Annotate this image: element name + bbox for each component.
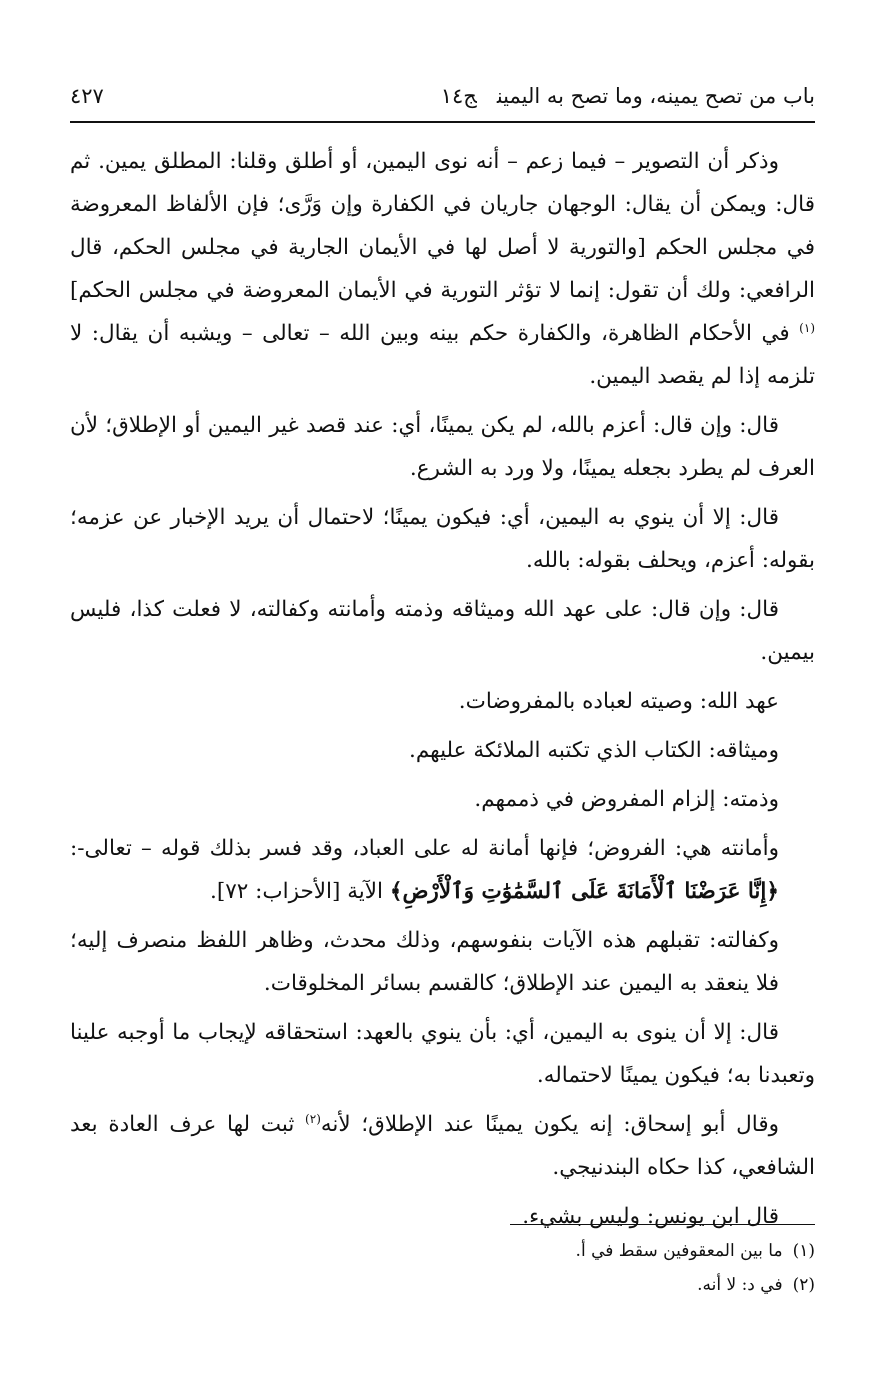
text-run: وذكر أن التصوير – فيما زعم – أنه نوى اليمين، أو أطلق وقلنا: المطلق يمين. ثم قال: ويمكن أن يقال: الوجهان جاريان في الكفارة وإن وَرَّى؛ فإن الألفاظ المعروضة في مجلس الحكم [والتورية لا أصل لها في الأيمان الجارية في مجلس الحكم، قال الرافعي: ولك أن تقول: إنما لا تؤثر التورية في الأيمان المعروضة في مجلس الحكم] (70, 149, 815, 303)
header-rule (70, 121, 815, 123)
footnote (70, 1268, 815, 1302)
paragraph (70, 827, 815, 913)
paragraph: قال: وإن قال: على عهد الله وميثاقه وذمته وأمانته وكفالته، لا فعلت كذا، فليس بيمين. (70, 597, 815, 665)
footnote-text: ما بين المعقوفين سقط في أ. (575, 1241, 783, 1261)
paragraph: قال: إلا أن ينوي به اليمين، أي: فيكون يمينًا؛ لاحتمال أن يريد الإخبار عن عزمه؛ بقوله: أعزم، ويحلف بقوله: بالله. (70, 505, 815, 573)
footnotes (70, 1234, 815, 1302)
paragraph: وذمته: إلزام المفروض في ذممهم. (474, 787, 779, 812)
text-run: الآية [الأحزاب: ٧٢]. (210, 879, 383, 904)
page-number: ٤٢٧ (70, 84, 104, 108)
main-text (70, 140, 815, 1244)
footnote-text: في د: لا أنه. (697, 1275, 783, 1295)
volume-label: ج١٤ (440, 84, 477, 108)
text-run: في الأحكام الظاهرة، والكفارة حكم بينه وبين الله – تعالى – ويشبه أن يقال: لا تلزمه إذا لم يقصد اليمين. (70, 321, 815, 389)
footnote-rule (510, 1224, 815, 1225)
paragraph: عهد الله: وصيته لعباده بالمفروضات. (458, 689, 779, 714)
paragraph (70, 140, 815, 398)
footnote-number: (٢) (792, 1275, 815, 1295)
text-run: ثبت لها عرف العادة بعد الشافعي، كذا حكاه البندنيجي. (70, 1112, 815, 1180)
running-header (70, 78, 815, 114)
text-run: وقال أبو إسحاق: إنه يكون يمينًا عند الإطلاق؛ لأنه (320, 1112, 780, 1137)
paragraph: وميثاقه: الكتاب الذي تكتبه الملائكة عليهم. (409, 738, 779, 763)
paragraph: وكفالته: تقبلهم هذه الآيات بنفوسهم، وذلك محدث، وظاهر اللفظ منصرف إليه؛ فلا ينعقد به اليمين عند الإطلاق؛ كالقسم بسائر المخلوقات. (70, 928, 779, 996)
paragraph (70, 1103, 815, 1189)
footnote-number: (١) (792, 1241, 815, 1261)
paragraph: قال: إلا أن ينوى به اليمين، أي: بأن ينوي بالعهد: استحقاقه لإيجاب ما أوجبه علينا وتعبدنا به؛ فيكون يمينًا لاحتماله. (70, 1020, 815, 1088)
paragraph: قال ابن يونس: وليس بشيء. (522, 1204, 779, 1229)
chapter-title-text: باب من تصح يمينه، وما تصح به اليمين (496, 84, 815, 108)
footnote-ref[interactable]: (١) (799, 320, 815, 335)
footnote (70, 1234, 815, 1268)
text-run: وأمانته هي: الفروض؛ فإنها أمانة له على العباد، وقد فسر بذلك قوله – تعالى-: (70, 836, 779, 861)
chapter-title (421, 78, 815, 114)
quran-verse: ﴿إِنَّا عَرَضْنَا ٱلْأَمَانَةَ عَلَى ٱلسَّمَٰوَٰتِ وَٱلْأَرْضِ﴾ (389, 879, 779, 904)
paragraph: قال: وإن قال: أعزم بالله، لم يكن يمينًا، أي: عند قصد غير اليمين أو الإطلاق؛ لأن العرف لم يطرد بجعله يمينًا، ولا ورد به الشرع. (70, 413, 815, 481)
footnote-ref[interactable]: (٢) (305, 1111, 321, 1126)
